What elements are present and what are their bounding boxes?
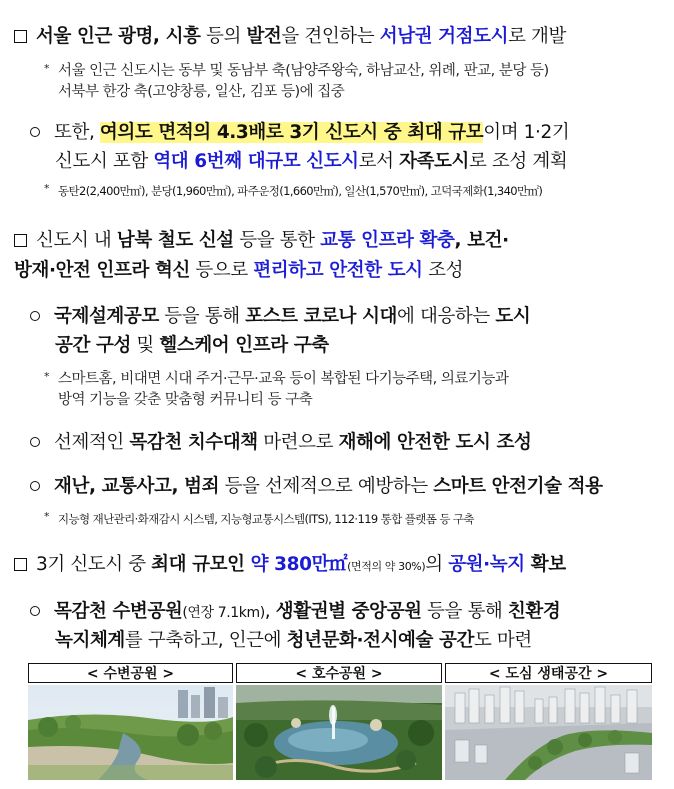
photo-label-eco-space: < 도심 생태공간 > <box>445 663 652 683</box>
section2-bullet3-note: * 지능형 재난관리·화재감시 시스템, 지능형교통시스템(ITS), 112·119 통합 플랫폼 등 구축 <box>44 510 474 526</box>
section1-note2: * 동탄2(2,400만㎡), 분당(1,960만㎡), 파주운정(1,660만㎡), 일산(1,570만㎡), 고덕국제화(1,340만㎡) <box>44 182 543 198</box>
section2-bullet3: 재난, 교통사고, 범죄 등을 선제적으로 예방하는 스마트 안전기술 적용 <box>30 472 603 498</box>
section2-bullet1-note: * 스마트홈, 비대면 시대 주거·근무·교육 등이 복합된 다기능주택, 의료기능과 <box>44 370 509 387</box>
section3-heading: 3기 신도시 중 최대 규모인 약 380만㎡(면적의 약 30%)의 공원·녹지 확보 <box>14 550 566 576</box>
section2-heading: 신도시 내 남북 철도 신설 등을 통한 교통 인프라 확충, 보건· <box>14 226 509 252</box>
section1-note-line2: 서북부 한강 축(고양창릉, 일산, 김포 등)에 집중 <box>58 84 345 100</box>
asterisk-icon: * <box>44 370 49 383</box>
section1-note: * 서울 인근 신도시는 동부 및 동남부 축(남양주왕숙, 하남교산, 위례, 판교, 분당 등) <box>44 62 549 79</box>
section2-heading-line2: 방재·안전 인프라 혁신 등으로 편리하고 안전한 도시 조성 <box>14 260 464 281</box>
waterfront-park-image <box>28 685 233 780</box>
photo-label-lake-park: < 호수공원 > <box>236 663 442 683</box>
section1-heading: 서울 인근 광명, 시흥 등의 발전을 견인하는 서남권 거점도시로 개발 <box>14 22 566 48</box>
bullet-circle-icon <box>30 311 40 321</box>
section1-bullet: 또한, 여의도 면적의 4.3배로 3기 신도시 중 최대 규모이며 1·2기 <box>30 118 569 144</box>
section2-bullet1-note-line2: 방역 기능을 갖춘 맞춤형 커뮤니티 등 구축 <box>58 392 313 408</box>
urban-eco-space-image <box>445 685 652 780</box>
bullet-circle-icon <box>30 481 40 491</box>
section1-bullet-line2: 신도시 포함 역대 6번째 대규모 신도시로서 자족도시로 조성 계획 <box>55 151 568 172</box>
section3-bullet-line2: 녹지체계를 구축하고, 인근에 청년문화·전시예술 공간도 마련 <box>55 630 532 651</box>
checkbox-square-icon <box>14 30 27 43</box>
bullet-circle-icon <box>30 606 40 616</box>
asterisk-icon: * <box>44 62 49 75</box>
bullet-circle-icon <box>30 127 40 137</box>
checkbox-square-icon <box>14 558 27 571</box>
section3-bullet: 목감천 수변공원(연장 7.1km), 생활권별 중앙공원 등을 통해 친환경 <box>30 597 560 623</box>
bullet-circle-icon <box>30 437 40 447</box>
section2-bullet1: 국제설계공모 등을 통해 포스트 코로나 시대에 대응하는 도시 <box>30 302 530 328</box>
asterisk-icon: * <box>44 182 49 195</box>
photo-label-waterfront-park: < 수변공원 > <box>28 663 233 683</box>
section2-bullet2: 선제적인 목감천 치수대책 마련으로 재해에 안전한 도시 조성 <box>30 428 531 454</box>
checkbox-square-icon <box>14 234 27 247</box>
lake-park-image <box>236 685 442 780</box>
section2-bullet1-line2: 공간 구성 및 헬스케어 인프라 구축 <box>55 335 329 356</box>
photo-strip <box>28 663 652 780</box>
highlight-text: 여의도 면적의 4.3배로 3기 신도시 중 최대 규모 <box>99 122 484 143</box>
asterisk-icon: * <box>44 510 49 523</box>
